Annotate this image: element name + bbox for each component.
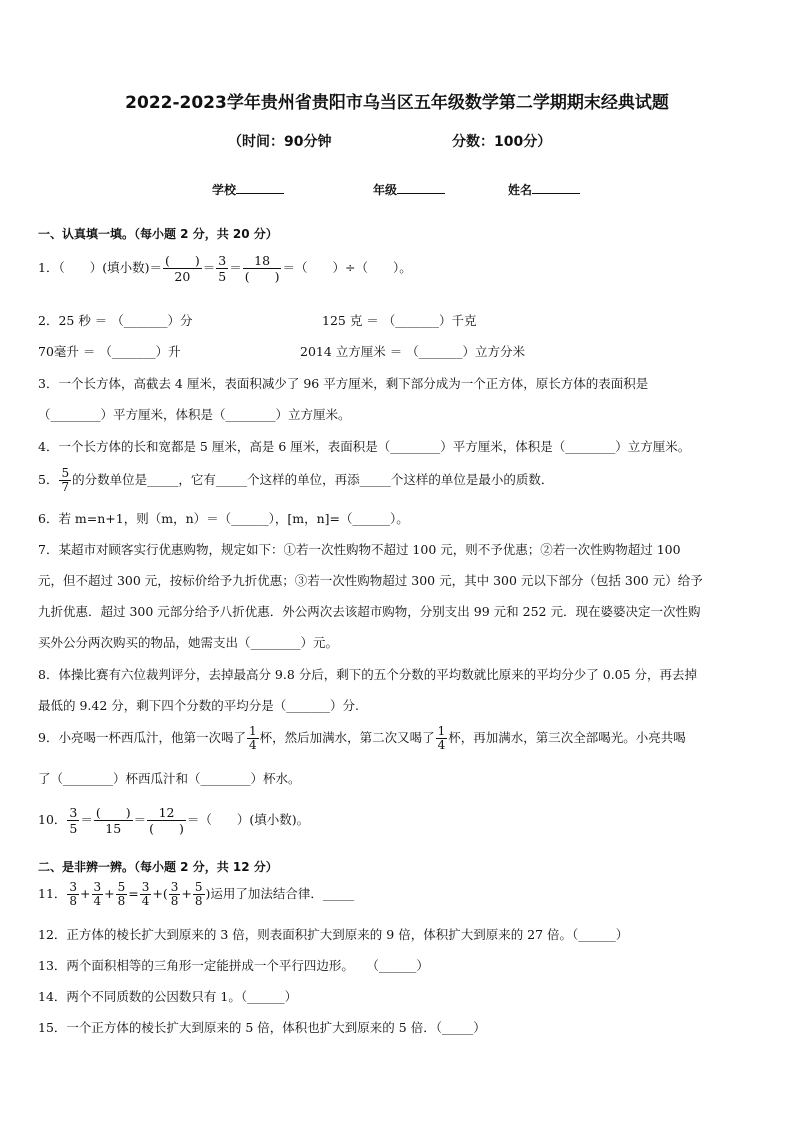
name-blank bbox=[532, 181, 580, 194]
q1-fraction-3: $\frac{18}{( )}$ bbox=[244, 253, 280, 284]
question-7-line-4: 买外公分两次购买的物品，她需支出（________）元。 bbox=[38, 635, 339, 650]
question-15: 15．一个正方体的棱长扩大到原来的 5 倍，体积也扩大到原来的 5 倍．（_____） bbox=[38, 1020, 486, 1035]
question-5: 5． $\frac{5}{7}$ 的分数单位是_____，它有_____个这样的单位，再添_____个这样的单位是最小的质数． bbox=[38, 466, 554, 494]
question-2-line-1a: 2．25 秒 ＝ （_______）分 bbox=[38, 313, 193, 328]
page-title: 2022-2023学年贵州省贵阳市乌当区五年级数学第二学期期末经典试题 bbox=[125, 93, 669, 113]
question-14: 14．两个不同质数的公因数只有 1。（______） bbox=[38, 989, 298, 1004]
exam-score: 分数：100分） bbox=[452, 134, 552, 150]
question-13: 13．两个面积相等的三角形一定能拼成一个平行四边形。 （______） bbox=[38, 958, 429, 973]
q11-fraction-4: $\frac{3}{4}$ bbox=[141, 880, 150, 908]
q11-fraction-3: $\frac{5}{8}$ bbox=[117, 880, 126, 908]
question-3-line-1: 3．一个长方体，高截去 4 厘米，表面积减少了 96 平方厘米，剩下部分成为一个正方体，原长方体的表面积是 bbox=[38, 376, 649, 391]
question-6: 6．若 m=n+1，则（m，n）＝（______），[m，n]=（______）。 bbox=[38, 511, 409, 526]
question-2-line-2b: 2014 立方厘米 ＝ （_______）立方分米 bbox=[300, 344, 525, 359]
question-7-line-3: 九折优惠．超过 300 元部分给予八折优惠．外公两次去该超市购物，分别支出 99 元和 252 元．现在婆婆决定一次性购 bbox=[38, 604, 701, 619]
q11-fraction-2: $\frac{3}{4}$ bbox=[93, 880, 102, 908]
question-2-line-2a: 70毫升 ＝ （_______）升 bbox=[38, 344, 181, 359]
question-2-line-1b: 125 克 ＝ （_______）千克 bbox=[322, 313, 477, 328]
q1-fraction-2: $\frac{3}{5}$ bbox=[218, 253, 227, 284]
q1-fraction-1: $\frac{( )}{20}$ bbox=[164, 253, 200, 284]
name-field bbox=[508, 181, 580, 198]
question-4: 4．一个长方体的长和宽都是 5 厘米，高是 6 厘米，表面积是（________）平方厘米，体积是（________）立方厘米。 bbox=[38, 439, 691, 454]
grade-blank bbox=[397, 181, 445, 194]
question-7-line-1: 7．某超市对顾客实行优惠购物，规定如下：①若一次性购物不超过 100 元，则不予优惠；②若一次性购物超过 100 bbox=[38, 542, 681, 557]
question-8-line-2: 最低的 9.42 分，剩下四个分数的平均分是（_______）分. bbox=[38, 698, 360, 713]
question-9-line-1: 9．小亮喝一杯西瓜汁，他第一次喝了 $\frac{1}{4}$ 杯，然后加满水，第二次又喝了 $\frac{1}{4}$ 杯，再加满水，第三次全部喝光。小亮共喝 bbox=[38, 724, 686, 752]
q5-fraction: $\frac{5}{7}$ bbox=[61, 466, 70, 494]
q11-fraction-6: $\frac{5}{8}$ bbox=[194, 880, 203, 908]
q11-fraction-5: $\frac{3}{8}$ bbox=[170, 880, 179, 908]
q9-fraction-2: $\frac{1}{4}$ bbox=[437, 724, 446, 752]
exam-time: （时间：90分钟 bbox=[228, 134, 332, 150]
school-label: 学校 bbox=[212, 183, 237, 197]
q10-fraction-2: $\frac{( )}{15}$ bbox=[95, 805, 131, 836]
question-7-line-2: 元，但不超过 300 元，按标价给予九折优惠；③若一次性购物超过 300 元，其中 300 元以下部分（包括 300 元）给予 bbox=[38, 573, 703, 588]
question-1: 1．（ ）(填小数)＝ $\frac{( )}{20}$ ＝ $\frac{3}{5}$ ＝ $\frac{18}{( )}$ ＝（ ）÷（ ）。 bbox=[38, 253, 412, 284]
q11-fraction-1: $\frac{3}{8}$ bbox=[69, 880, 78, 908]
grade-field bbox=[373, 181, 445, 198]
question-9-line-2: 了（________）杯西瓜汁和（________）杯水。 bbox=[38, 771, 301, 786]
name-label: 姓名 bbox=[508, 183, 533, 197]
q1-text-b: ＝（ ）÷（ ）。 bbox=[282, 260, 412, 275]
school-field bbox=[212, 181, 284, 198]
question-3-line-2: （________）平方厘米，体积是（________）立方厘米。 bbox=[38, 407, 351, 422]
question-12: 12．正方体的棱长扩大到原来的 3 倍，则表面积扩大到原来的 9 倍，体积扩大到原来的 27 倍。（______） bbox=[38, 927, 629, 942]
question-10: 10． $\frac{3}{5}$ ＝ $\frac{( )}{15}$ ＝ $\frac{12}{( )}$ ＝（ ）(填小数)。 bbox=[38, 805, 310, 836]
q1-text-a: 1．（ ）(填小数)＝ bbox=[38, 260, 162, 275]
question-11: 11． $\frac{3}{8}$ + $\frac{3}{4}$ + $\frac{5}{8}$ = $\frac{3}{4}$ +( $\frac{3}{8}$ + $\frac{5}{8}$ )运用了加法结合律．_____ bbox=[38, 880, 355, 908]
q10-fraction-3: $\frac{12}{( )}$ bbox=[149, 805, 184, 836]
question-8-line-1: 8．体操比赛有六位裁判评分，去掉最高分 9.8 分后，剩下的五个分数的平均数就比原来的平均分少了 0.05 分，再去掉 bbox=[38, 667, 698, 682]
q10-fraction-1: $\frac{3}{5}$ bbox=[69, 805, 78, 836]
section-2-title: 二、是非辨一辨。（每小题 2 分，共 12 分） bbox=[38, 860, 278, 874]
school-blank bbox=[236, 181, 284, 194]
q9-fraction-1: $\frac{1}{4}$ bbox=[248, 724, 257, 752]
section-1-title: 一、认真填一填。（每小题 2 分，共 20 分） bbox=[38, 227, 278, 241]
grade-label: 年级 bbox=[373, 183, 398, 197]
